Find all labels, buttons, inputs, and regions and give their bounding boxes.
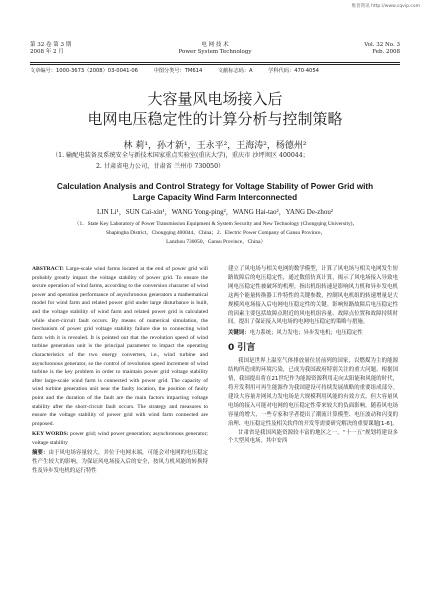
affiliation-en-2: Shapingba District，Chongqing 400044，China；2．Electric Power Company of Gansu Province，	[106, 230, 326, 236]
issue-volume: 第 32 卷 第 3 期	[30, 42, 72, 48]
title-en-line1: Calculation Analysis and Control Strategy for Voltage Stability of Power Grid with	[56, 182, 374, 191]
abstract-cn	[32, 449, 208, 475]
keywords-en-text: power grid; wind power generation; asynchronous generator; voltage stability	[32, 431, 208, 446]
abstract-en-text: Large-scale wind farms located at the end of power grid will probably greatly impact the voltage stability of power grid. To ensure the secure operation of wind farms, according to the conversion character of wind power and operation performance of asynchronous generators a mathematical model for wind farm and related power grid under large disturbance is built, and the voltage stability of wind farm and related power grid is calculated while short-circuit fault occurs. By means of numerical simulation, the mechanism of power grid voltage stability failure due to connecting wind farm with it is revealed. It is pointed out that the revolution speed of wind turbine generation unit is the principal parameter to impact the operating characteristics of the two energy converters, i.e., wind turbine and asynchronous generator, so the control of revolution speed increment of wind turbine is the key problem in order to maintain power grid voltage stability after large-scale wind farm is connected with power grid. The capacity of wind turbine generation unit near the faulty location, the position of faulty point and the duration of the fault are the main factors impacting voltage stability after the short-circuit fault occurs. The strategy and measures to ensure the voltage stability of power grid with wind farm connected are proposed.	[32, 266, 208, 427]
intro-paragraph-2: 甘肃省是我国风能资源较丰富的地区之一，“十一五”规划将建设多个大型风电场，其中安西	[228, 429, 398, 445]
title-en-line2: Large Capacity Wind Farm Interconnected	[132, 193, 298, 202]
issue-date-en: Feb. 2008	[372, 48, 400, 55]
journal-header	[30, 42, 400, 62]
journal-name	[30, 42, 400, 55]
abstract-cn-text: 由于风电场容量较大，并位于电网末端，可能会对电网的电压稳定性产生较大的影响。为保证风电场接入后的安全，按风力机风能的转换特性及异步发电机的运行特性	[32, 450, 208, 474]
affiliation-en-1: （1．State Key Laboratory of Power Transmission Equipment & System Security and New Technology (Chongqing University)，	[74, 221, 358, 227]
section-heading-intro: 0 引言	[228, 343, 256, 354]
intro-paragraph-1: 我国是世界上温室气体排放量位居前列的国家，以燃煤为主的能源结构所造成的环境污染，已成为我国政府特别关注的重大问题。根据国情，我国提出将在21世纪作为能源资源利用走向太阳能和风能的时代，将开发利用可再生能源作为我国建设可持续发展战略的重要组成部分。建设大容量并网风力发电场是大规模利用风能的有效方式，但大容量风电场的接入可能对电网的电压稳定性带来较大的负面影响。随着风电场容量的增大，一些专家和学者提出了潮流计算模型、电压波动和闪变的治理、电压稳定性及相关软件的开发等需要研究解决的重要课题[1-6]。	[228, 358, 398, 427]
keywords-cn-label: 关键词：	[228, 330, 250, 337]
keywords-en-label: KEY WORDS:	[32, 431, 69, 438]
issue-volume-en: Vol. 32 No. 3	[364, 42, 400, 48]
affiliation-cn-2: 2. 甘肃省电力公司，甘肃省 兰州市 730050）	[96, 163, 225, 170]
title-cn-line1: 大容量风电场接入后	[147, 90, 283, 108]
abstract-en	[32, 265, 208, 428]
right-column	[228, 265, 398, 446]
watermark: 维普资讯 http://www.cqvip.com	[351, 4, 420, 9]
title-cn-line2: 电网电压稳定性的计算分析与控制策略	[87, 110, 343, 128]
keywords-cn	[228, 329, 398, 338]
abstract-cn-label: 摘要：	[32, 450, 49, 457]
journal-name-en: Power System Technology	[178, 48, 252, 55]
issue-info-en	[364, 42, 400, 55]
affiliation-en-3: Lanzhou 730050，Gansu Province，China）	[166, 239, 266, 245]
article-number: 文章编号：1000-3673（2008）03-0041-06	[30, 68, 138, 74]
left-column	[32, 265, 208, 475]
header-rule	[30, 62, 400, 63]
issue-date: 2008 年 2 月	[30, 48, 64, 55]
article-meta	[30, 67, 400, 74]
journal-name-cn: 电 网 技 术	[201, 42, 229, 48]
keywords-en	[32, 430, 208, 447]
subject-code: 学科代码：470·4054	[268, 68, 319, 74]
keywords-cn-text: 电力系统；风力发电；异步发电机；电压稳定性	[249, 330, 363, 337]
doc-code: 文献标志码：A	[217, 68, 253, 74]
authors-en: LIN Li¹，SUN Cai-xin¹，WANG Yong-ping²，WANG Hai-tao²，YANG De-zhou²	[96, 208, 334, 216]
header-rule-thin	[30, 64, 400, 65]
abstract-en-label: ABSTRACT:	[32, 266, 64, 272]
clc-number: 中图分类号：TM614	[153, 68, 203, 74]
authors-cn: 林 莉¹，孙才新¹，王永平²，王海涛²，杨德州²	[123, 141, 307, 151]
abstract-cn-continued: 建立了风电场与相关电网的数学模型，计算了风电场与相关电网发生短路故障后的电压稳定性，通过数值仿真计算，揭示了风电场接入导致电网电压稳定性被破坏的机理。指出机组转速是影响风力机和异步发电机这两个能量转换器工作特性的关键参数，控制风电机组的转速增量是大规模风电场接入后电网电压稳定性的关键。影响短路故障后电压稳定性的因素主要包括故障点附近的风电机组容量、故障点位置和故障持续时间。提出了保证接入风电场的电网电压稳定的策略与措施。	[228, 266, 398, 326]
affiliation-cn-1: （1. 输配电装备及系统安全与新技术国家重点实验室(重庆大学)，重庆市 沙坪坝区 400044；	[52, 152, 309, 159]
